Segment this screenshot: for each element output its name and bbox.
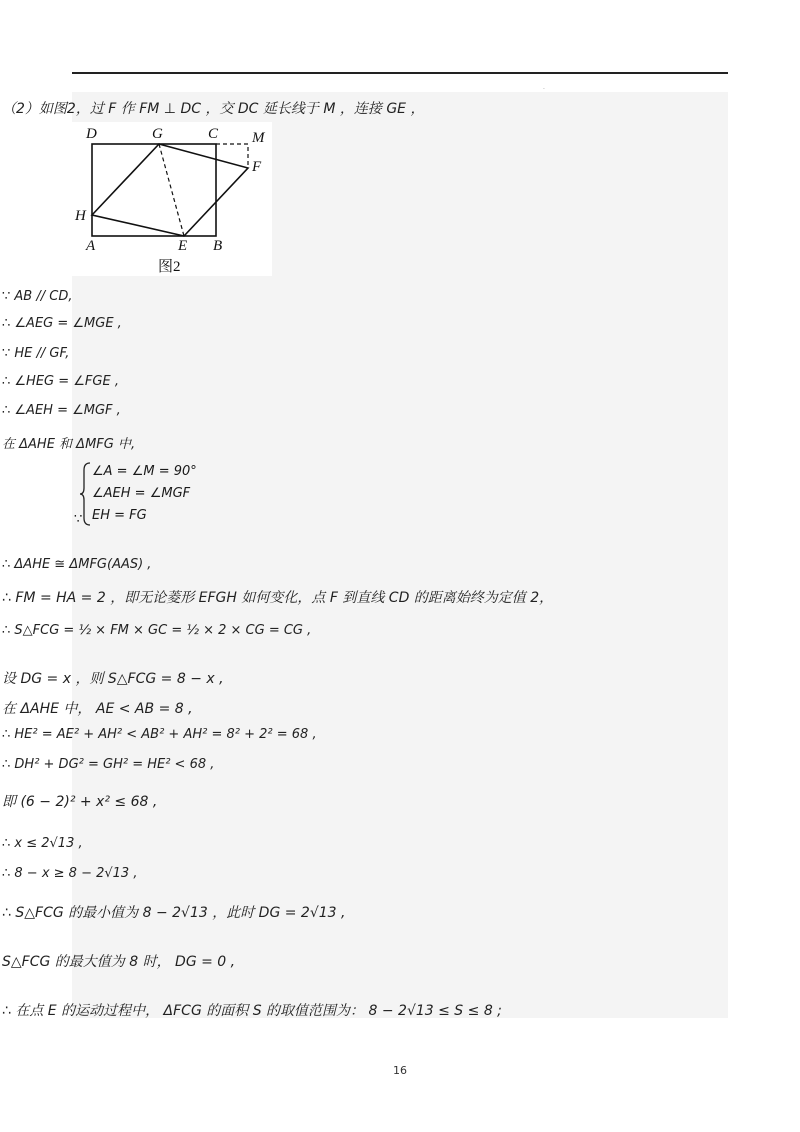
proof-line-8: ∴ FM = HA = 2 ，即无论菱形 EFGH 如何变化，点 F 到直线 CD 的距离始终为定值 2， bbox=[2, 590, 554, 606]
proof-line-6: 在 ΔAHE 和 ΔMFG 中, bbox=[2, 437, 136, 452]
dashed-ge bbox=[159, 144, 184, 236]
proof-line-13: ∴ DH² + DG² = GH² = HE² < 68 , bbox=[2, 757, 215, 772]
proof-line-17: ∴ S△FCG 的最小值为 8 − 2√13 ，此时 DG = 2√13 , bbox=[2, 905, 346, 921]
proof-line-12: ∴ HE² = AE² + AH² < AB² + AH² = 8² + 2² = 68 , bbox=[2, 727, 317, 742]
system-row-2: ∠AEH = ∠MGF bbox=[92, 486, 191, 501]
proof-line-16: ∴ 8 − x ≥ 8 − 2√13 , bbox=[2, 866, 138, 881]
proof-line-1: ∵ AB // CD, bbox=[2, 289, 73, 304]
label-m: M bbox=[252, 130, 265, 146]
proof-line-5: ∴ ∠AEH = ∠MGF , bbox=[2, 403, 121, 418]
proof-line-15: ∴ x ≤ 2√13 , bbox=[2, 836, 83, 851]
label-g: G bbox=[152, 126, 163, 142]
proof-line-19: ∴ 在点 E 的运动过程中， ΔFCG 的面积 S 的取值范围为： 8 − 2√13 ≤ S ≤ 8 ; bbox=[2, 1003, 502, 1019]
page-number: 16 bbox=[393, 1064, 407, 1077]
proof-line-18: S△FCG 的最大值为 8 时， DG = 0 , bbox=[2, 954, 236, 970]
rhombus-efgh bbox=[92, 144, 248, 236]
proof-line-10: 设 DG = x ，则 S△FCG = 8 − x , bbox=[2, 671, 224, 687]
label-a: A bbox=[86, 238, 96, 254]
geometry-figure bbox=[72, 122, 272, 276]
system-row-3: EH = FG bbox=[92, 508, 147, 523]
proof-line-4: ∴ ∠HEG = ∠FGE , bbox=[2, 374, 119, 389]
figure-svg bbox=[72, 122, 272, 276]
proof-line-11: 在 ΔAHE 中， AE < AB = 8 , bbox=[2, 701, 193, 717]
label-b: B bbox=[213, 238, 223, 254]
figure-caption: 图2 bbox=[158, 259, 181, 275]
system-row-1: ∠A = ∠M = 90° bbox=[92, 464, 197, 479]
congruence-system bbox=[72, 460, 312, 530]
intro-line: （2）如图2，过 F 作 FM ⊥ DC ，交 DC 延长线于 M ，连接 GE ， bbox=[2, 101, 425, 117]
label-f: F bbox=[252, 159, 262, 175]
label-h: H bbox=[75, 208, 86, 224]
header-dot: . bbox=[543, 84, 545, 91]
system-because: ∵ bbox=[74, 512, 83, 527]
label-d: D bbox=[86, 126, 97, 142]
proof-line-7: ∴ ΔAHE ≅ ΔMFG(AAS) , bbox=[2, 557, 152, 572]
proof-line-14: 即 (6 − 2)² + x² ≤ 68 , bbox=[2, 794, 158, 810]
label-c: C bbox=[208, 126, 219, 142]
proof-line-2: ∴ ∠AEG = ∠MGE , bbox=[2, 316, 122, 331]
header-rule bbox=[72, 72, 728, 74]
proof-line-3: ∵ HE // GF, bbox=[2, 346, 70, 361]
proof-line-9: ∴ S△FCG = ½ × FM × GC = ½ × 2 × CG = CG , bbox=[2, 623, 312, 638]
label-e: E bbox=[178, 238, 188, 254]
